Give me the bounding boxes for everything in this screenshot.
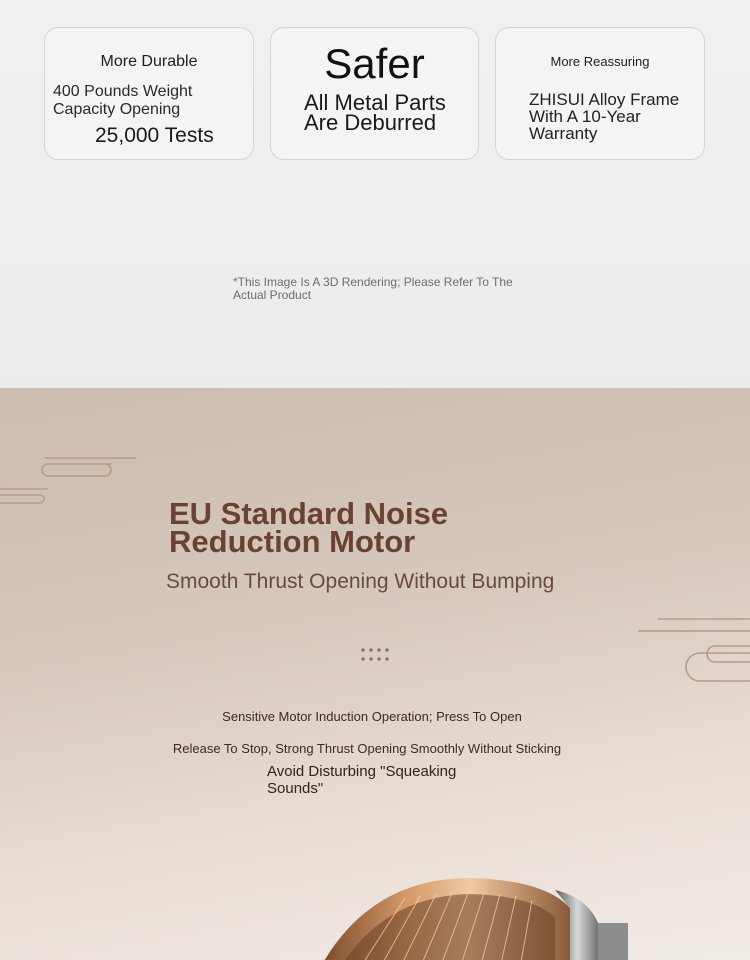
card-description: All Metal Parts Are Deburred [304,90,446,135]
features-section [0,0,750,388]
feature-card-durable [44,27,254,160]
decorative-lines-right-icon [630,613,750,693]
motor-feature-line: Avoid Disturbing "Squeaking Sounds" [267,763,457,797]
motor-subheading: Smooth Thrust Opening Without Bumping [166,570,555,593]
feature-card-safer [270,27,479,160]
card-title: More Reassuring [550,54,650,69]
motor-feature-line: Release To Stop, Strong Thrust Opening Smoothly Without Sticking [172,741,562,756]
card-tests-count: 25,000 Tests [95,124,214,147]
rendering-disclaimer: *This Image Is A 3D Rendering; Please Refer To The Actual Product [233,275,513,302]
motor-feature-line: Sensitive Motor Induction Operation; Press To Open [222,709,522,724]
card-description: ZHISUI Alloy Frame With A 10-Year Warranty [529,90,680,143]
motor-heading: EU Standard Noise Reduction Motor [169,496,449,559]
card-title: Safer [324,40,425,87]
motor-section [0,388,750,960]
motor-illustration-icon [300,868,660,960]
decorative-lines-left-icon [0,448,140,508]
card-title: More Durable [100,53,198,70]
dots-divider-icon [360,647,390,663]
card-description: 400 Pounds Weight Capacity Opening [53,83,193,118]
feature-card-reassuring [495,27,705,160]
